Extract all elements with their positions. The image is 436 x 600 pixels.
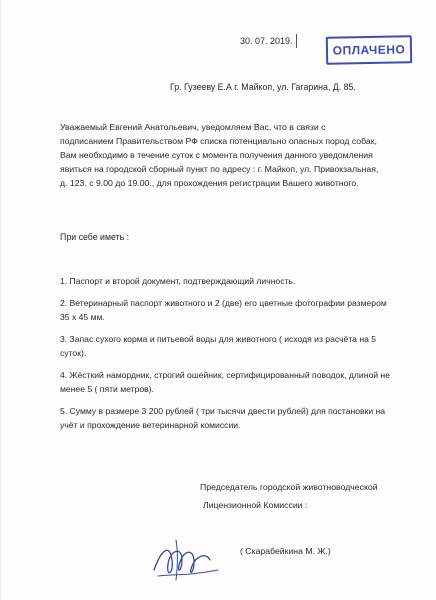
list-item: 5. Сумму в размере 3 200 рублей ( три тысячи двести рублей) для постановки на учёт и прохождение ветеринарной комиссии. xyxy=(60,406,386,430)
addressee-line: Гр. Гузееву Е.А г. Майкоп, ул. Гагарина, Д. 85. xyxy=(170,82,356,92)
list-item: 4. Жёсткий намордник, строгий ошейник, сертифицированный поводок, длиной не менее 5 ( пяти метров). xyxy=(60,370,390,394)
date-text: 30. 07. 2019. xyxy=(240,36,293,46)
body-paragraph: Уважаемый Евгений Анатольевич, уведомляем Вас, что в связи с подписанием Правительством РФ списка потенциально опасных пород собак, Вам необходимо в течение суток с момента получения данного уведомления явиться на городской сборный пункт по адресу : г. Майкоп, ул. Привокзальная, д. 123. с 9.00 до 19.00., для прохождения регистрации Вашего животного. xyxy=(60,122,379,188)
signer-name: ( Скарабейкина М. Ж.) xyxy=(240,546,331,556)
commission-title: Лицензионной Комиссии : xyxy=(203,500,308,510)
with-you-label: При себе иметь : xyxy=(60,232,130,242)
handwritten-signature xyxy=(148,530,224,586)
paid-stamp: ОПЛАЧЕНО xyxy=(326,35,412,64)
list-item: 1. Паспорт и второй документ, подтверждающий личность. xyxy=(60,276,296,286)
chairman-title: Председатель городской животноводческой xyxy=(200,482,378,492)
list-item: 2. Ветеринарный паспорт животного и 2 (две) его цветные фотографии размером 35 х 45 мм. xyxy=(60,298,387,322)
requirements-list xyxy=(60,274,390,440)
date-mark xyxy=(296,34,297,48)
list-item: 3. Запас сухого корма и питьевой воды для животного ( исходя из расчёта на 5 суток). xyxy=(60,334,377,358)
